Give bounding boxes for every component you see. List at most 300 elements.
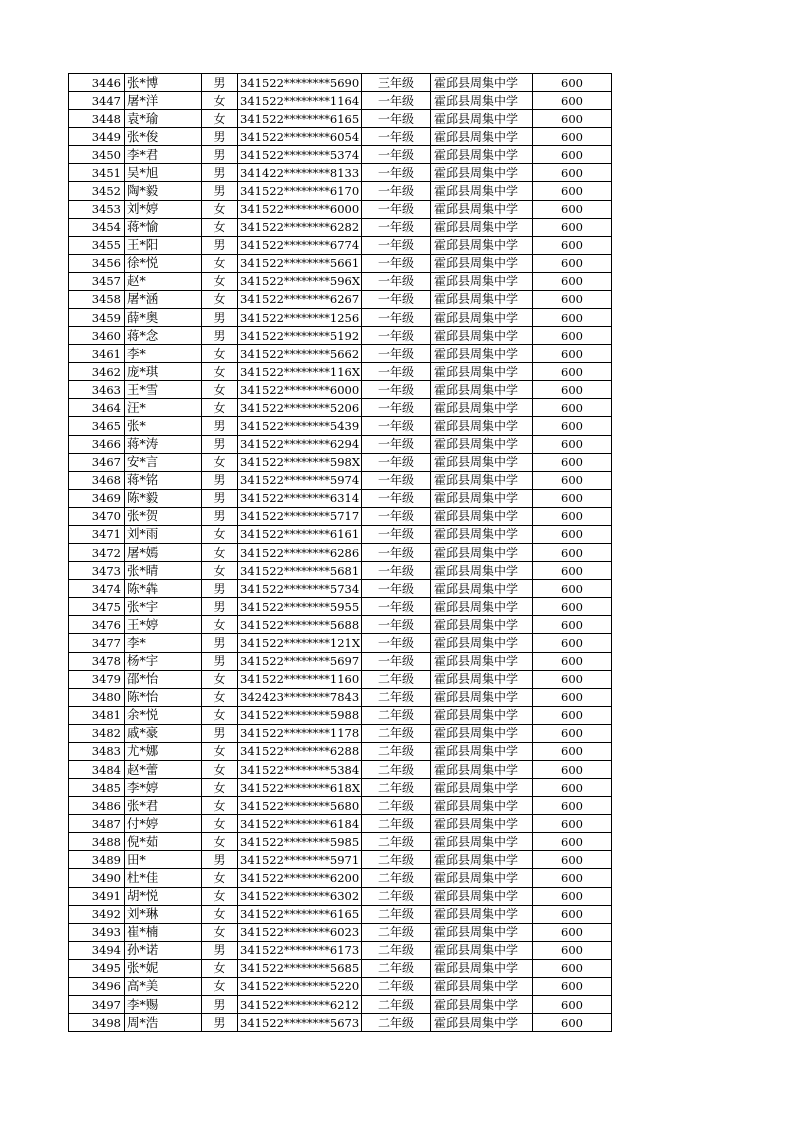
id-number-cell: 341522********1178 bbox=[238, 724, 362, 742]
id-number-cell: 341522********598X bbox=[238, 453, 362, 471]
table-row bbox=[69, 815, 612, 833]
student-name-cell: 杜*佳 bbox=[125, 869, 202, 887]
grade-cell: 一年级 bbox=[362, 200, 431, 218]
grade-cell: 一年级 bbox=[362, 164, 431, 182]
id-number-cell: 341522********5717 bbox=[238, 507, 362, 525]
grade-cell: 二年级 bbox=[362, 797, 431, 815]
table-row bbox=[69, 417, 612, 435]
amount-cell: 600 bbox=[533, 272, 612, 290]
school-cell: 霍邱县周集中学 bbox=[431, 562, 533, 580]
grade-cell: 二年级 bbox=[362, 815, 431, 833]
table-row bbox=[69, 218, 612, 236]
student-name-cell: 张*贺 bbox=[125, 507, 202, 525]
id-number-cell: 341522********121X bbox=[238, 634, 362, 652]
amount-cell: 600 bbox=[533, 760, 612, 778]
amount-cell: 600 bbox=[533, 525, 612, 543]
id-number-cell: 341522********6212 bbox=[238, 995, 362, 1013]
gender-cell: 女 bbox=[202, 760, 238, 778]
grade-cell: 二年级 bbox=[362, 905, 431, 923]
school-cell: 霍邱县周集中学 bbox=[431, 923, 533, 941]
gender-cell: 男 bbox=[202, 435, 238, 453]
id-number-cell: 341522********6165 bbox=[238, 905, 362, 923]
school-cell: 霍邱县周集中学 bbox=[431, 345, 533, 363]
amount-cell: 600 bbox=[533, 254, 612, 272]
row-number-cell: 3476 bbox=[69, 616, 125, 634]
amount-cell: 600 bbox=[533, 363, 612, 381]
school-cell: 霍邱县周集中学 bbox=[431, 580, 533, 598]
school-cell: 霍邱县周集中学 bbox=[431, 146, 533, 164]
student-name-cell: 张*俊 bbox=[125, 128, 202, 146]
amount-cell: 600 bbox=[533, 706, 612, 724]
id-number-cell: 341522********5206 bbox=[238, 399, 362, 417]
gender-cell: 女 bbox=[202, 345, 238, 363]
student-name-cell: 安*言 bbox=[125, 453, 202, 471]
id-number-cell: 341522********6000 bbox=[238, 200, 362, 218]
row-number-cell: 3480 bbox=[69, 688, 125, 706]
id-number-cell: 341522********5971 bbox=[238, 851, 362, 869]
id-number-cell: 341522********6286 bbox=[238, 544, 362, 562]
amount-cell: 600 bbox=[533, 417, 612, 435]
gender-cell: 男 bbox=[202, 471, 238, 489]
row-number-cell: 3470 bbox=[69, 507, 125, 525]
table-row bbox=[69, 489, 612, 507]
school-cell: 霍邱县周集中学 bbox=[431, 724, 533, 742]
school-cell: 霍邱县周集中学 bbox=[431, 363, 533, 381]
student-name-cell: 张*妮 bbox=[125, 959, 202, 977]
row-number-cell: 3477 bbox=[69, 634, 125, 652]
id-number-cell: 341522********5688 bbox=[238, 616, 362, 634]
amount-cell: 600 bbox=[533, 562, 612, 580]
row-number-cell: 3449 bbox=[69, 128, 125, 146]
id-number-cell: 341522********5988 bbox=[238, 706, 362, 724]
school-cell: 霍邱县周集中学 bbox=[431, 779, 533, 797]
grade-cell: 一年级 bbox=[362, 327, 431, 345]
gender-cell: 女 bbox=[202, 272, 238, 290]
row-number-cell: 3458 bbox=[69, 290, 125, 308]
amount-cell: 600 bbox=[533, 724, 612, 742]
amount-cell: 600 bbox=[533, 598, 612, 616]
school-cell: 霍邱县周集中学 bbox=[431, 164, 533, 182]
amount-cell: 600 bbox=[533, 218, 612, 236]
id-number-cell: 341522********5192 bbox=[238, 327, 362, 345]
amount-cell: 600 bbox=[533, 74, 612, 92]
grade-cell: 一年级 bbox=[362, 417, 431, 435]
row-number-cell: 3488 bbox=[69, 833, 125, 851]
student-name-cell: 蒋*涛 bbox=[125, 435, 202, 453]
school-cell: 霍邱县周集中学 bbox=[431, 760, 533, 778]
table-row bbox=[69, 598, 612, 616]
grade-cell: 一年级 bbox=[362, 272, 431, 290]
amount-cell: 600 bbox=[533, 905, 612, 923]
table-row bbox=[69, 74, 612, 92]
row-number-cell: 3467 bbox=[69, 453, 125, 471]
school-cell: 霍邱县周集中学 bbox=[431, 435, 533, 453]
table-row bbox=[69, 128, 612, 146]
student-name-cell: 余*悦 bbox=[125, 706, 202, 724]
table-row bbox=[69, 507, 612, 525]
gender-cell: 女 bbox=[202, 381, 238, 399]
student-name-cell: 倪*茹 bbox=[125, 833, 202, 851]
row-number-cell: 3451 bbox=[69, 164, 125, 182]
grade-cell: 二年级 bbox=[362, 851, 431, 869]
student-name-cell: 赵* bbox=[125, 272, 202, 290]
gender-cell: 男 bbox=[202, 309, 238, 327]
school-cell: 霍邱县周集中学 bbox=[431, 128, 533, 146]
table-row bbox=[69, 272, 612, 290]
grade-cell: 二年级 bbox=[362, 959, 431, 977]
grade-cell: 一年级 bbox=[362, 218, 431, 236]
grade-cell: 二年级 bbox=[362, 869, 431, 887]
grade-cell: 一年级 bbox=[362, 182, 431, 200]
student-name-cell: 孙*诺 bbox=[125, 941, 202, 959]
table-row bbox=[69, 1014, 612, 1032]
gender-cell: 女 bbox=[202, 544, 238, 562]
student-name-cell: 田* bbox=[125, 851, 202, 869]
id-number-cell: 341522********1160 bbox=[238, 670, 362, 688]
gender-cell: 女 bbox=[202, 977, 238, 995]
grade-cell: 一年级 bbox=[362, 634, 431, 652]
grade-cell: 一年级 bbox=[362, 381, 431, 399]
row-number-cell: 3464 bbox=[69, 399, 125, 417]
school-cell: 霍邱县周集中学 bbox=[431, 670, 533, 688]
amount-cell: 600 bbox=[533, 797, 612, 815]
grade-cell: 二年级 bbox=[362, 779, 431, 797]
amount-cell: 600 bbox=[533, 164, 612, 182]
amount-cell: 600 bbox=[533, 435, 612, 453]
gender-cell: 女 bbox=[202, 92, 238, 110]
school-cell: 霍邱县周集中学 bbox=[431, 1014, 533, 1032]
student-name-cell: 杨*宇 bbox=[125, 652, 202, 670]
school-cell: 霍邱县周集中学 bbox=[431, 236, 533, 254]
amount-cell: 600 bbox=[533, 399, 612, 417]
table-row bbox=[69, 345, 612, 363]
student-name-cell: 张*君 bbox=[125, 797, 202, 815]
student-name-cell: 袁*瑜 bbox=[125, 110, 202, 128]
student-name-cell: 庞*琪 bbox=[125, 363, 202, 381]
grade-cell: 一年级 bbox=[362, 652, 431, 670]
student-name-cell: 王*阳 bbox=[125, 236, 202, 254]
table-body bbox=[69, 74, 612, 1032]
table-row bbox=[69, 453, 612, 471]
row-number-cell: 3484 bbox=[69, 760, 125, 778]
row-number-cell: 3459 bbox=[69, 309, 125, 327]
school-cell: 霍邱县周集中学 bbox=[431, 887, 533, 905]
school-cell: 霍邱县周集中学 bbox=[431, 995, 533, 1013]
row-number-cell: 3466 bbox=[69, 435, 125, 453]
school-cell: 霍邱县周集中学 bbox=[431, 92, 533, 110]
amount-cell: 600 bbox=[533, 327, 612, 345]
gender-cell: 女 bbox=[202, 453, 238, 471]
amount-cell: 600 bbox=[533, 1014, 612, 1032]
grade-cell: 一年级 bbox=[362, 399, 431, 417]
grade-cell: 二年级 bbox=[362, 977, 431, 995]
student-name-cell: 付*婷 bbox=[125, 815, 202, 833]
student-name-cell: 周*浩 bbox=[125, 1014, 202, 1032]
school-cell: 霍邱县周集中学 bbox=[431, 507, 533, 525]
grade-cell: 一年级 bbox=[362, 290, 431, 308]
school-cell: 霍邱县周集中学 bbox=[431, 381, 533, 399]
grade-cell: 二年级 bbox=[362, 923, 431, 941]
id-number-cell: 341522********5685 bbox=[238, 959, 362, 977]
table-row bbox=[69, 92, 612, 110]
student-name-cell: 屠*嫣 bbox=[125, 544, 202, 562]
gender-cell: 女 bbox=[202, 525, 238, 543]
student-name-cell: 刘*婷 bbox=[125, 200, 202, 218]
row-number-cell: 3495 bbox=[69, 959, 125, 977]
student-name-cell: 陈*毅 bbox=[125, 489, 202, 507]
grade-cell: 一年级 bbox=[362, 616, 431, 634]
student-name-cell: 屠*洋 bbox=[125, 92, 202, 110]
table-row bbox=[69, 995, 612, 1013]
student-name-cell: 汪* bbox=[125, 399, 202, 417]
id-number-cell: 341522********5985 bbox=[238, 833, 362, 851]
gender-cell: 男 bbox=[202, 74, 238, 92]
row-number-cell: 3497 bbox=[69, 995, 125, 1013]
gender-cell: 男 bbox=[202, 995, 238, 1013]
row-number-cell: 3462 bbox=[69, 363, 125, 381]
amount-cell: 600 bbox=[533, 977, 612, 995]
amount-cell: 600 bbox=[533, 670, 612, 688]
row-number-cell: 3473 bbox=[69, 562, 125, 580]
table-row bbox=[69, 182, 612, 200]
row-number-cell: 3493 bbox=[69, 923, 125, 941]
student-name-cell: 崔*楠 bbox=[125, 923, 202, 941]
grade-cell: 一年级 bbox=[362, 254, 431, 272]
id-number-cell: 341522********5662 bbox=[238, 345, 362, 363]
student-name-cell: 刘*雨 bbox=[125, 525, 202, 543]
id-number-cell: 341422********8133 bbox=[238, 164, 362, 182]
amount-cell: 600 bbox=[533, 580, 612, 598]
school-cell: 霍邱县周集中学 bbox=[431, 833, 533, 851]
student-name-cell: 蒋*铭 bbox=[125, 471, 202, 489]
amount-cell: 600 bbox=[533, 941, 612, 959]
amount-cell: 600 bbox=[533, 742, 612, 760]
gender-cell: 男 bbox=[202, 182, 238, 200]
id-number-cell: 341522********6282 bbox=[238, 218, 362, 236]
grade-cell: 一年级 bbox=[362, 146, 431, 164]
grade-cell: 一年级 bbox=[362, 525, 431, 543]
gender-cell: 男 bbox=[202, 724, 238, 742]
row-number-cell: 3482 bbox=[69, 724, 125, 742]
table-row bbox=[69, 616, 612, 634]
gender-cell: 女 bbox=[202, 742, 238, 760]
school-cell: 霍邱县周集中学 bbox=[431, 598, 533, 616]
id-number-cell: 341522********6184 bbox=[238, 815, 362, 833]
gender-cell: 男 bbox=[202, 580, 238, 598]
row-number-cell: 3475 bbox=[69, 598, 125, 616]
grade-cell: 一年级 bbox=[362, 236, 431, 254]
id-number-cell: 341522********6267 bbox=[238, 290, 362, 308]
id-number-cell: 341522********6314 bbox=[238, 489, 362, 507]
table-row bbox=[69, 562, 612, 580]
gender-cell: 女 bbox=[202, 670, 238, 688]
grade-cell: 一年级 bbox=[362, 453, 431, 471]
school-cell: 霍邱县周集中学 bbox=[431, 218, 533, 236]
student-name-cell: 徐*悦 bbox=[125, 254, 202, 272]
table-row bbox=[69, 760, 612, 778]
row-number-cell: 3454 bbox=[69, 218, 125, 236]
gender-cell: 女 bbox=[202, 110, 238, 128]
row-number-cell: 3487 bbox=[69, 815, 125, 833]
student-name-cell: 蒋*念 bbox=[125, 327, 202, 345]
amount-cell: 600 bbox=[533, 110, 612, 128]
gender-cell: 女 bbox=[202, 923, 238, 941]
amount-cell: 600 bbox=[533, 851, 612, 869]
gender-cell: 男 bbox=[202, 851, 238, 869]
school-cell: 霍邱县周集中学 bbox=[431, 959, 533, 977]
table-row bbox=[69, 797, 612, 815]
amount-cell: 600 bbox=[533, 471, 612, 489]
id-number-cell: 341522********596X bbox=[238, 272, 362, 290]
grade-cell: 二年级 bbox=[362, 706, 431, 724]
gender-cell: 男 bbox=[202, 634, 238, 652]
row-number-cell: 3481 bbox=[69, 706, 125, 724]
table-row bbox=[69, 363, 612, 381]
table-row bbox=[69, 435, 612, 453]
table-row bbox=[69, 634, 612, 652]
row-number-cell: 3455 bbox=[69, 236, 125, 254]
gender-cell: 女 bbox=[202, 905, 238, 923]
table-row bbox=[69, 670, 612, 688]
student-name-cell: 李* bbox=[125, 634, 202, 652]
id-number-cell: 341522********5690 bbox=[238, 74, 362, 92]
gender-cell: 女 bbox=[202, 363, 238, 381]
amount-cell: 600 bbox=[533, 489, 612, 507]
id-number-cell: 341522********6161 bbox=[238, 525, 362, 543]
grade-cell: 一年级 bbox=[362, 128, 431, 146]
table-row bbox=[69, 977, 612, 995]
id-number-cell: 341522********6000 bbox=[238, 381, 362, 399]
id-number-cell: 341522********6294 bbox=[238, 435, 362, 453]
row-number-cell: 3479 bbox=[69, 670, 125, 688]
gender-cell: 女 bbox=[202, 616, 238, 634]
school-cell: 霍邱县周集中学 bbox=[431, 489, 533, 507]
table-row bbox=[69, 290, 612, 308]
school-cell: 霍邱县周集中学 bbox=[431, 327, 533, 345]
amount-cell: 600 bbox=[533, 453, 612, 471]
row-number-cell: 3491 bbox=[69, 887, 125, 905]
table-row bbox=[69, 706, 612, 724]
table-row bbox=[69, 309, 612, 327]
amount-cell: 600 bbox=[533, 815, 612, 833]
amount-cell: 600 bbox=[533, 923, 612, 941]
school-cell: 霍邱县周集中学 bbox=[431, 417, 533, 435]
grade-cell: 一年级 bbox=[362, 471, 431, 489]
row-number-cell: 3447 bbox=[69, 92, 125, 110]
row-number-cell: 3496 bbox=[69, 977, 125, 995]
id-number-cell: 341522********6170 bbox=[238, 182, 362, 200]
grade-cell: 一年级 bbox=[362, 345, 431, 363]
grade-cell: 一年级 bbox=[362, 580, 431, 598]
grade-cell: 二年级 bbox=[362, 887, 431, 905]
amount-cell: 600 bbox=[533, 652, 612, 670]
row-number-cell: 3446 bbox=[69, 74, 125, 92]
school-cell: 霍邱县周集中学 bbox=[431, 869, 533, 887]
table-row bbox=[69, 742, 612, 760]
row-number-cell: 3452 bbox=[69, 182, 125, 200]
amount-cell: 600 bbox=[533, 345, 612, 363]
row-number-cell: 3483 bbox=[69, 742, 125, 760]
gender-cell: 男 bbox=[202, 652, 238, 670]
school-cell: 霍邱县周集中学 bbox=[431, 74, 533, 92]
amount-cell: 600 bbox=[533, 544, 612, 562]
id-number-cell: 341522********5384 bbox=[238, 760, 362, 778]
student-name-cell: 李*君 bbox=[125, 146, 202, 164]
student-name-cell: 吴*旭 bbox=[125, 164, 202, 182]
school-cell: 霍邱县周集中学 bbox=[431, 399, 533, 417]
row-number-cell: 3494 bbox=[69, 941, 125, 959]
table-row bbox=[69, 580, 612, 598]
table-row bbox=[69, 164, 612, 182]
school-cell: 霍邱县周集中学 bbox=[431, 616, 533, 634]
table-row bbox=[69, 399, 612, 417]
gender-cell: 女 bbox=[202, 887, 238, 905]
grade-cell: 二年级 bbox=[362, 688, 431, 706]
student-name-cell: 王*雪 bbox=[125, 381, 202, 399]
student-name-cell: 高*美 bbox=[125, 977, 202, 995]
id-number-cell: 341522********6023 bbox=[238, 923, 362, 941]
amount-cell: 600 bbox=[533, 959, 612, 977]
grade-cell: 二年级 bbox=[362, 760, 431, 778]
table-row bbox=[69, 525, 612, 543]
grade-cell: 二年级 bbox=[362, 995, 431, 1013]
school-cell: 霍邱县周集中学 bbox=[431, 544, 533, 562]
grade-cell: 一年级 bbox=[362, 92, 431, 110]
amount-cell: 600 bbox=[533, 236, 612, 254]
grade-cell: 二年级 bbox=[362, 941, 431, 959]
row-number-cell: 3486 bbox=[69, 797, 125, 815]
row-number-cell: 3448 bbox=[69, 110, 125, 128]
school-cell: 霍邱县周集中学 bbox=[431, 272, 533, 290]
table-row bbox=[69, 110, 612, 128]
grade-cell: 二年级 bbox=[362, 724, 431, 742]
table-row bbox=[69, 905, 612, 923]
id-number-cell: 341522********6302 bbox=[238, 887, 362, 905]
table-row bbox=[69, 833, 612, 851]
amount-cell: 600 bbox=[533, 616, 612, 634]
student-name-cell: 陈*犇 bbox=[125, 580, 202, 598]
school-cell: 霍邱县周集中学 bbox=[431, 742, 533, 760]
id-number-cell: 342423********7843 bbox=[238, 688, 362, 706]
amount-cell: 600 bbox=[533, 833, 612, 851]
grade-cell: 一年级 bbox=[362, 435, 431, 453]
student-name-cell: 张*宇 bbox=[125, 598, 202, 616]
table-row bbox=[69, 724, 612, 742]
id-number-cell: 341522********5681 bbox=[238, 562, 362, 580]
grade-cell: 二年级 bbox=[362, 1014, 431, 1032]
grade-cell: 一年级 bbox=[362, 507, 431, 525]
gender-cell: 男 bbox=[202, 128, 238, 146]
id-number-cell: 341522********618X bbox=[238, 779, 362, 797]
grade-cell: 二年级 bbox=[362, 742, 431, 760]
id-number-cell: 341522********6288 bbox=[238, 742, 362, 760]
gender-cell: 女 bbox=[202, 290, 238, 308]
grade-cell: 二年级 bbox=[362, 833, 431, 851]
school-cell: 霍邱县周集中学 bbox=[431, 905, 533, 923]
grade-cell: 三年级 bbox=[362, 74, 431, 92]
row-number-cell: 3465 bbox=[69, 417, 125, 435]
school-cell: 霍邱县周集中学 bbox=[431, 815, 533, 833]
amount-cell: 600 bbox=[533, 381, 612, 399]
amount-cell: 600 bbox=[533, 779, 612, 797]
student-name-cell: 戚*豪 bbox=[125, 724, 202, 742]
school-cell: 霍邱县周集中学 bbox=[431, 634, 533, 652]
id-number-cell: 341522********5661 bbox=[238, 254, 362, 272]
gender-cell: 男 bbox=[202, 236, 238, 254]
school-cell: 霍邱县周集中学 bbox=[431, 525, 533, 543]
grade-cell: 一年级 bbox=[362, 309, 431, 327]
amount-cell: 600 bbox=[533, 869, 612, 887]
